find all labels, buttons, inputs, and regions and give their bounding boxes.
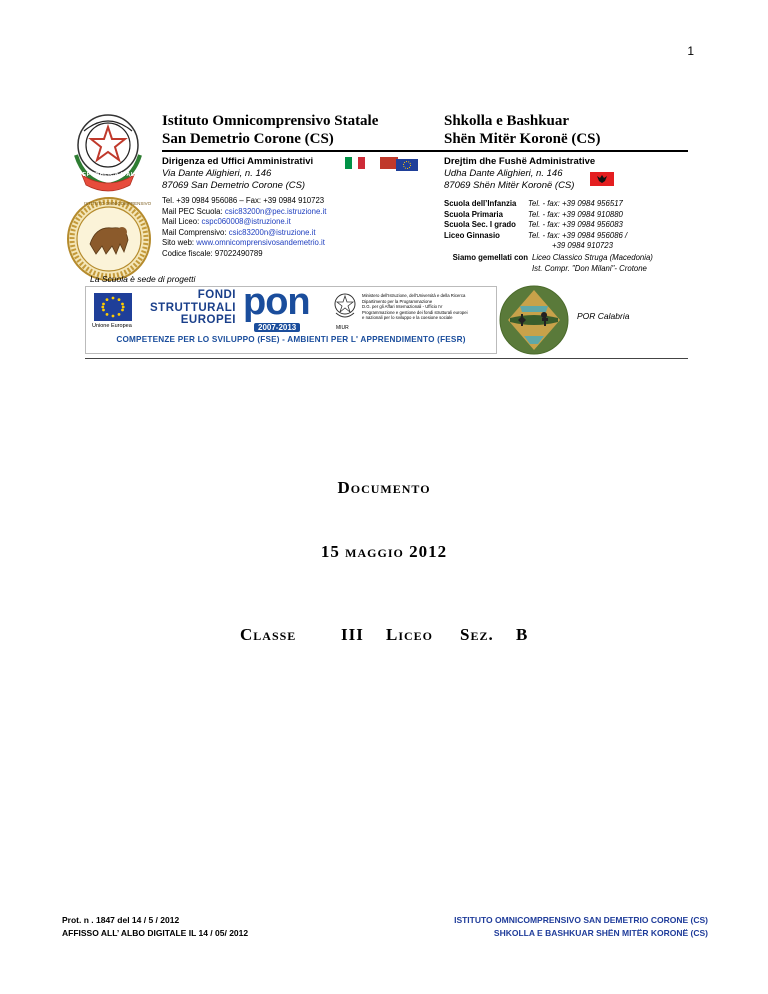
liceo-email-link[interactable]: cspc060008@istruzione.it (201, 217, 291, 226)
right-address-1: Udha Dante Alighieri, n. 146 (444, 168, 563, 179)
right-title-line-2: Shën Mitër Koronë (CS) (444, 131, 601, 147)
ministry-line-3: D.G. per gli Affari Internazionali - Ufficio IV (362, 304, 443, 310)
footer-protocol (62, 914, 248, 940)
italian-emblem-icon (64, 105, 152, 193)
footer-institute (454, 914, 708, 940)
por-calabria-label: POR Calabria (577, 311, 630, 321)
protocol-number: Prot. n . 1847 del 14 / 5 / 2012 (62, 915, 180, 925)
left-title-line-1: Istituto Omnicomprensivo Statale (162, 113, 379, 129)
right-address-2: 87069 Shën Mitër Koronë (CS) (444, 180, 575, 191)
eu-flag-icon (94, 293, 132, 321)
ministry-line-5: e nazionali per lo sviluppo e la coesione sociale (362, 315, 453, 321)
contact-block (162, 196, 326, 259)
contact-tel: Tel. +39 0984 956086 – Fax: +39 0984 910723 (162, 196, 325, 205)
section-rule (85, 358, 688, 359)
right-office: Drejtim dhe Fushë Administrative (444, 156, 596, 167)
right-title-line-1: Shkolla e Bashkuar (444, 113, 570, 129)
codice-fiscale: Codice fiscale: 97022490789 (162, 248, 263, 258)
document-date: 15 maggio 2012 (320, 542, 448, 561)
fondi-line-2: STRUTTURALI (150, 301, 236, 314)
seal-text: ISTITUTO OMNICOMPRENSIVO (84, 201, 152, 206)
school-name: Scuola dell’Infanzia (444, 199, 517, 208)
por-calabria-emblem-icon (498, 284, 570, 356)
school-row (444, 231, 627, 242)
sez-label: Sez. (460, 625, 494, 644)
school-row (444, 199, 627, 210)
left-office: Dirigenza ed Uffici Amministrativi (162, 156, 314, 167)
pon-years: 2007-2013 (254, 323, 300, 332)
school-tel: Tel. - fax: +39 0984 956083 (528, 220, 623, 229)
liceo-label: Liceo (386, 625, 434, 644)
left-address-2: 87069 San Demetrio Corone (CS) (162, 180, 306, 191)
pec-label: Mail PEC Scuola: (162, 206, 225, 216)
website-link[interactable]: www.omnicomprensivosandemetrio.it (196, 238, 325, 247)
web-label: Sito web: (162, 238, 197, 247)
header-rule (162, 150, 688, 152)
footer-institute-sq: SHKOLLA E BASHKUAR SHËN MITËR KORONË (CS) (493, 928, 708, 938)
school-name: Scuola Sec. I grado (444, 220, 516, 229)
albania-flag-icon (590, 172, 614, 186)
school-name: Liceo Ginnasio (444, 230, 500, 240)
compr-label: Mail Comprensivo: (162, 227, 229, 237)
left-address-1: Via Dante Alighieri, n. 146 (162, 168, 272, 179)
twin-school-2: Ist. Compr. "Don Milani"- Crotone (532, 263, 647, 273)
school-tel: Tel. - fax: +39 0984 910880 (528, 209, 623, 219)
eu-albania-flags-icon (380, 157, 420, 171)
banner-footer: COMPETENZE PER LO SVILUPPO (FSE) - AMBIENTI PER L' APPRENDIMENTO (FESR) (116, 335, 466, 344)
school-extra-tel: +39 0984 910723 (552, 241, 613, 250)
fondi-line-1: FONDI (197, 289, 236, 301)
affisso-albo: AFFISSO ALL’ ALBO DIGITALE IL 14 / 05/ 2012 (62, 928, 249, 938)
ministry-line-2: Dipartimento per la Programmazione (362, 298, 433, 304)
school-tel: Tel. - fax: +39 0984 956086 / (528, 230, 628, 240)
compr-email-link[interactable]: csic83200n@istruzione.it (228, 227, 316, 237)
page-number: 1 (687, 44, 694, 58)
sez-value: B (516, 625, 529, 644)
school-row (444, 220, 627, 231)
fondi-logo-text (146, 289, 236, 327)
fondi-line-3: EUROPEI (180, 314, 236, 326)
pon-logo: pon (243, 281, 310, 323)
pon-banner (85, 281, 497, 354)
school-seal-icon (66, 196, 152, 282)
school-name: Scuola Primaria (444, 209, 503, 219)
projects-caption: La Scuola è sede di progetti (90, 274, 196, 284)
school-tel: Tel. - fax: +39 0984 956517 (528, 199, 623, 208)
left-title-line-2: San Demetrio Corone (CS) (162, 131, 334, 147)
liceo-label: Mail Liceo: (162, 217, 202, 226)
ue-label: Unione Europea (92, 323, 132, 329)
ministry-line-4: Programmazione e gestione dei fondi strutturali europei (362, 309, 468, 315)
pec-email-link[interactable]: csic83200n@pec.istruzione.it (224, 206, 327, 216)
italy-flag-icon (345, 157, 365, 169)
twin-school-1: Liceo Classico Struga (Macedonia) (532, 253, 653, 262)
classe-label: Classe (240, 625, 297, 644)
footer-institute-it: ISTITUTO OMNICOMPRENSIVO SAN DEMETRIO CORONE (CS) (454, 915, 708, 925)
ministry-line-1: Ministero dell'Istruzione, dell'Università e della Ricerca (362, 293, 466, 298)
schools-list (444, 199, 627, 252)
emblem-ribbon-text: REPUBBLICA ITALIANA (78, 172, 151, 178)
miur-label: MIUR (336, 325, 349, 331)
document-title: Documento (337, 478, 431, 497)
classe-number: III (341, 625, 364, 644)
twinning-block (418, 253, 653, 274)
school-row (444, 210, 627, 221)
twin-label: Siamo gemellati con (452, 253, 528, 262)
ministry-text (342, 293, 468, 321)
